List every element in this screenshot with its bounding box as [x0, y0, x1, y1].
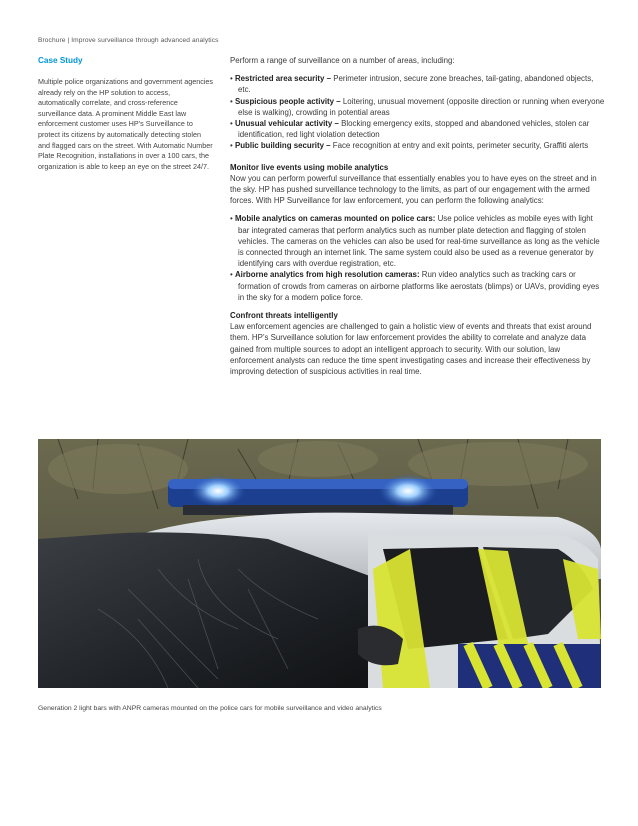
section-heading-confront-threats: Confront threats intelligently [230, 311, 338, 321]
section-heading-mobile-analytics: Monitor live events using mobile analytics [230, 162, 389, 172]
area-item: • Unusual vehicular activity – Blocking emergency exits, stopped and abandoned vehicles, stolen car identification, red light violation detection [230, 119, 590, 140]
case-study-title: Case Study [38, 56, 83, 65]
area-term: Unusual vehicular activity – [234, 119, 339, 129]
area-text: Perimeter intrusion, secure zone breaches, tail-gating, abandoned objects, etc. [238, 74, 594, 95]
police-car-photo [38, 439, 601, 688]
area-term: Suspicious people activity – [234, 96, 341, 106]
analytics-term: Mobile analytics on cameras mounted on police cars: [234, 214, 436, 224]
case-study-body: Multiple police organizations and government agencies already rely on the HP solution to access, automatically correlate, and cross-reference surveillance data. A prominent Middle East law enforcement customer uses HP’s Surveillance to protect its citizens by automatically detecting stolen and flagged cars on the street. With Automatic Number Plate Recognition, installations in over a 100 cars, the organization is able to keep an eye on the street 24/7. [38, 77, 214, 171]
area-item: • Suspicious people activity – Loitering, unusual movement (opposite direction or running when everyone else is walking), crowding in potential areas [230, 96, 605, 117]
analytics-text: Use police vehicles as mobile eyes with light bar integrated cameras that perform analytics such as number plate detection and flagging of stolen vehicles. The cameras on the vehicles can also be used for real-time surveillance as long as the vehicle is connected through an internet link. The same system could also be used as a revenue generator by identifying cars with overdue registration, etc. [238, 214, 600, 269]
photo-caption: Generation 2 light bars with ANPR cameras mounted on the police cars for mobile surveillance and video analytics [38, 705, 382, 712]
area-item: • Public building security – Face recognition at entry and exit points, perimeter security, Graffiti alerts [230, 141, 589, 151]
area-term: Public building security – [234, 141, 331, 151]
area-text: Face recognition at entry and exit points, perimeter security, Graffiti alerts [330, 141, 589, 151]
case-study-sidebar [38, 56, 214, 172]
analytics-text: Run video analytics such as tracking cars or formation of crowds from cameras on airborne platforms like aerostats (blimps) or UAVs, providing eyes in the sky for a modern police force. [238, 270, 600, 302]
area-text: Loitering, unusual movement (opposite direction or running when everyone else is walking), crowding in potential areas [238, 96, 605, 117]
intro-text: Perform a range of surveillance on a number of areas, including: [230, 56, 455, 65]
section-body-confront-threats: Law enforcement agencies are challenged to gain a holistic view of events and threats that exist around them. HP’s Surveillance solution for law enforcement provides the ability to correlate and analyze data gained from multiple sources to adopt an intelligent approach to security. With our solution, law enforcement analysts can reduce the time spent investigating cases and increase their effectiveness by improving detection of suspicious activities in real time. [230, 322, 592, 377]
analytics-item: • Airborne analytics from high resolution cameras: Run video analytics such as tracking cars or formation of crowds from cameras on airborne platforms like aerostats (blimps) or UAVs, providing eyes in the sky for a modern police force. [230, 270, 600, 302]
area-text: Blocking emergency exits, stopped and abandoned vehicles, stolen car identification, red light violation detection [238, 119, 590, 140]
analytics-term: Airborne analytics from high resolution cameras: [234, 270, 420, 280]
page-header: Brochure | Improve surveillance through advanced analytics [38, 37, 219, 44]
area-term: Restricted area security – [234, 74, 332, 84]
area-item: • Restricted area security – Perimeter intrusion, secure zone breaches, tail-gating, abandoned objects, etc. [230, 74, 594, 95]
section-body-mobile-analytics: Now you can perform powerful surveillance that essentially enables you to have eyes on the street and in the sky. HP has pushed surveillance technology to the limits, as part of our engagement with the armed forces. With HP Surveillance for law enforcement, you can perform the following analytics: [230, 173, 597, 206]
main-column [230, 55, 606, 377]
analytics-item: • Mobile analytics on cameras mounted on police cars: Use police vehicles as mobile eyes with light bar integrated cameras that perform analytics such as number plate detection and flagging of stolen vehicles. The cameras on the vehicles can also be used for real-time surveillance as long as the vehicle is connected through an internet link. The same system could also be used as a revenue generator by identifying cars with overdue registration, etc. [230, 214, 600, 269]
